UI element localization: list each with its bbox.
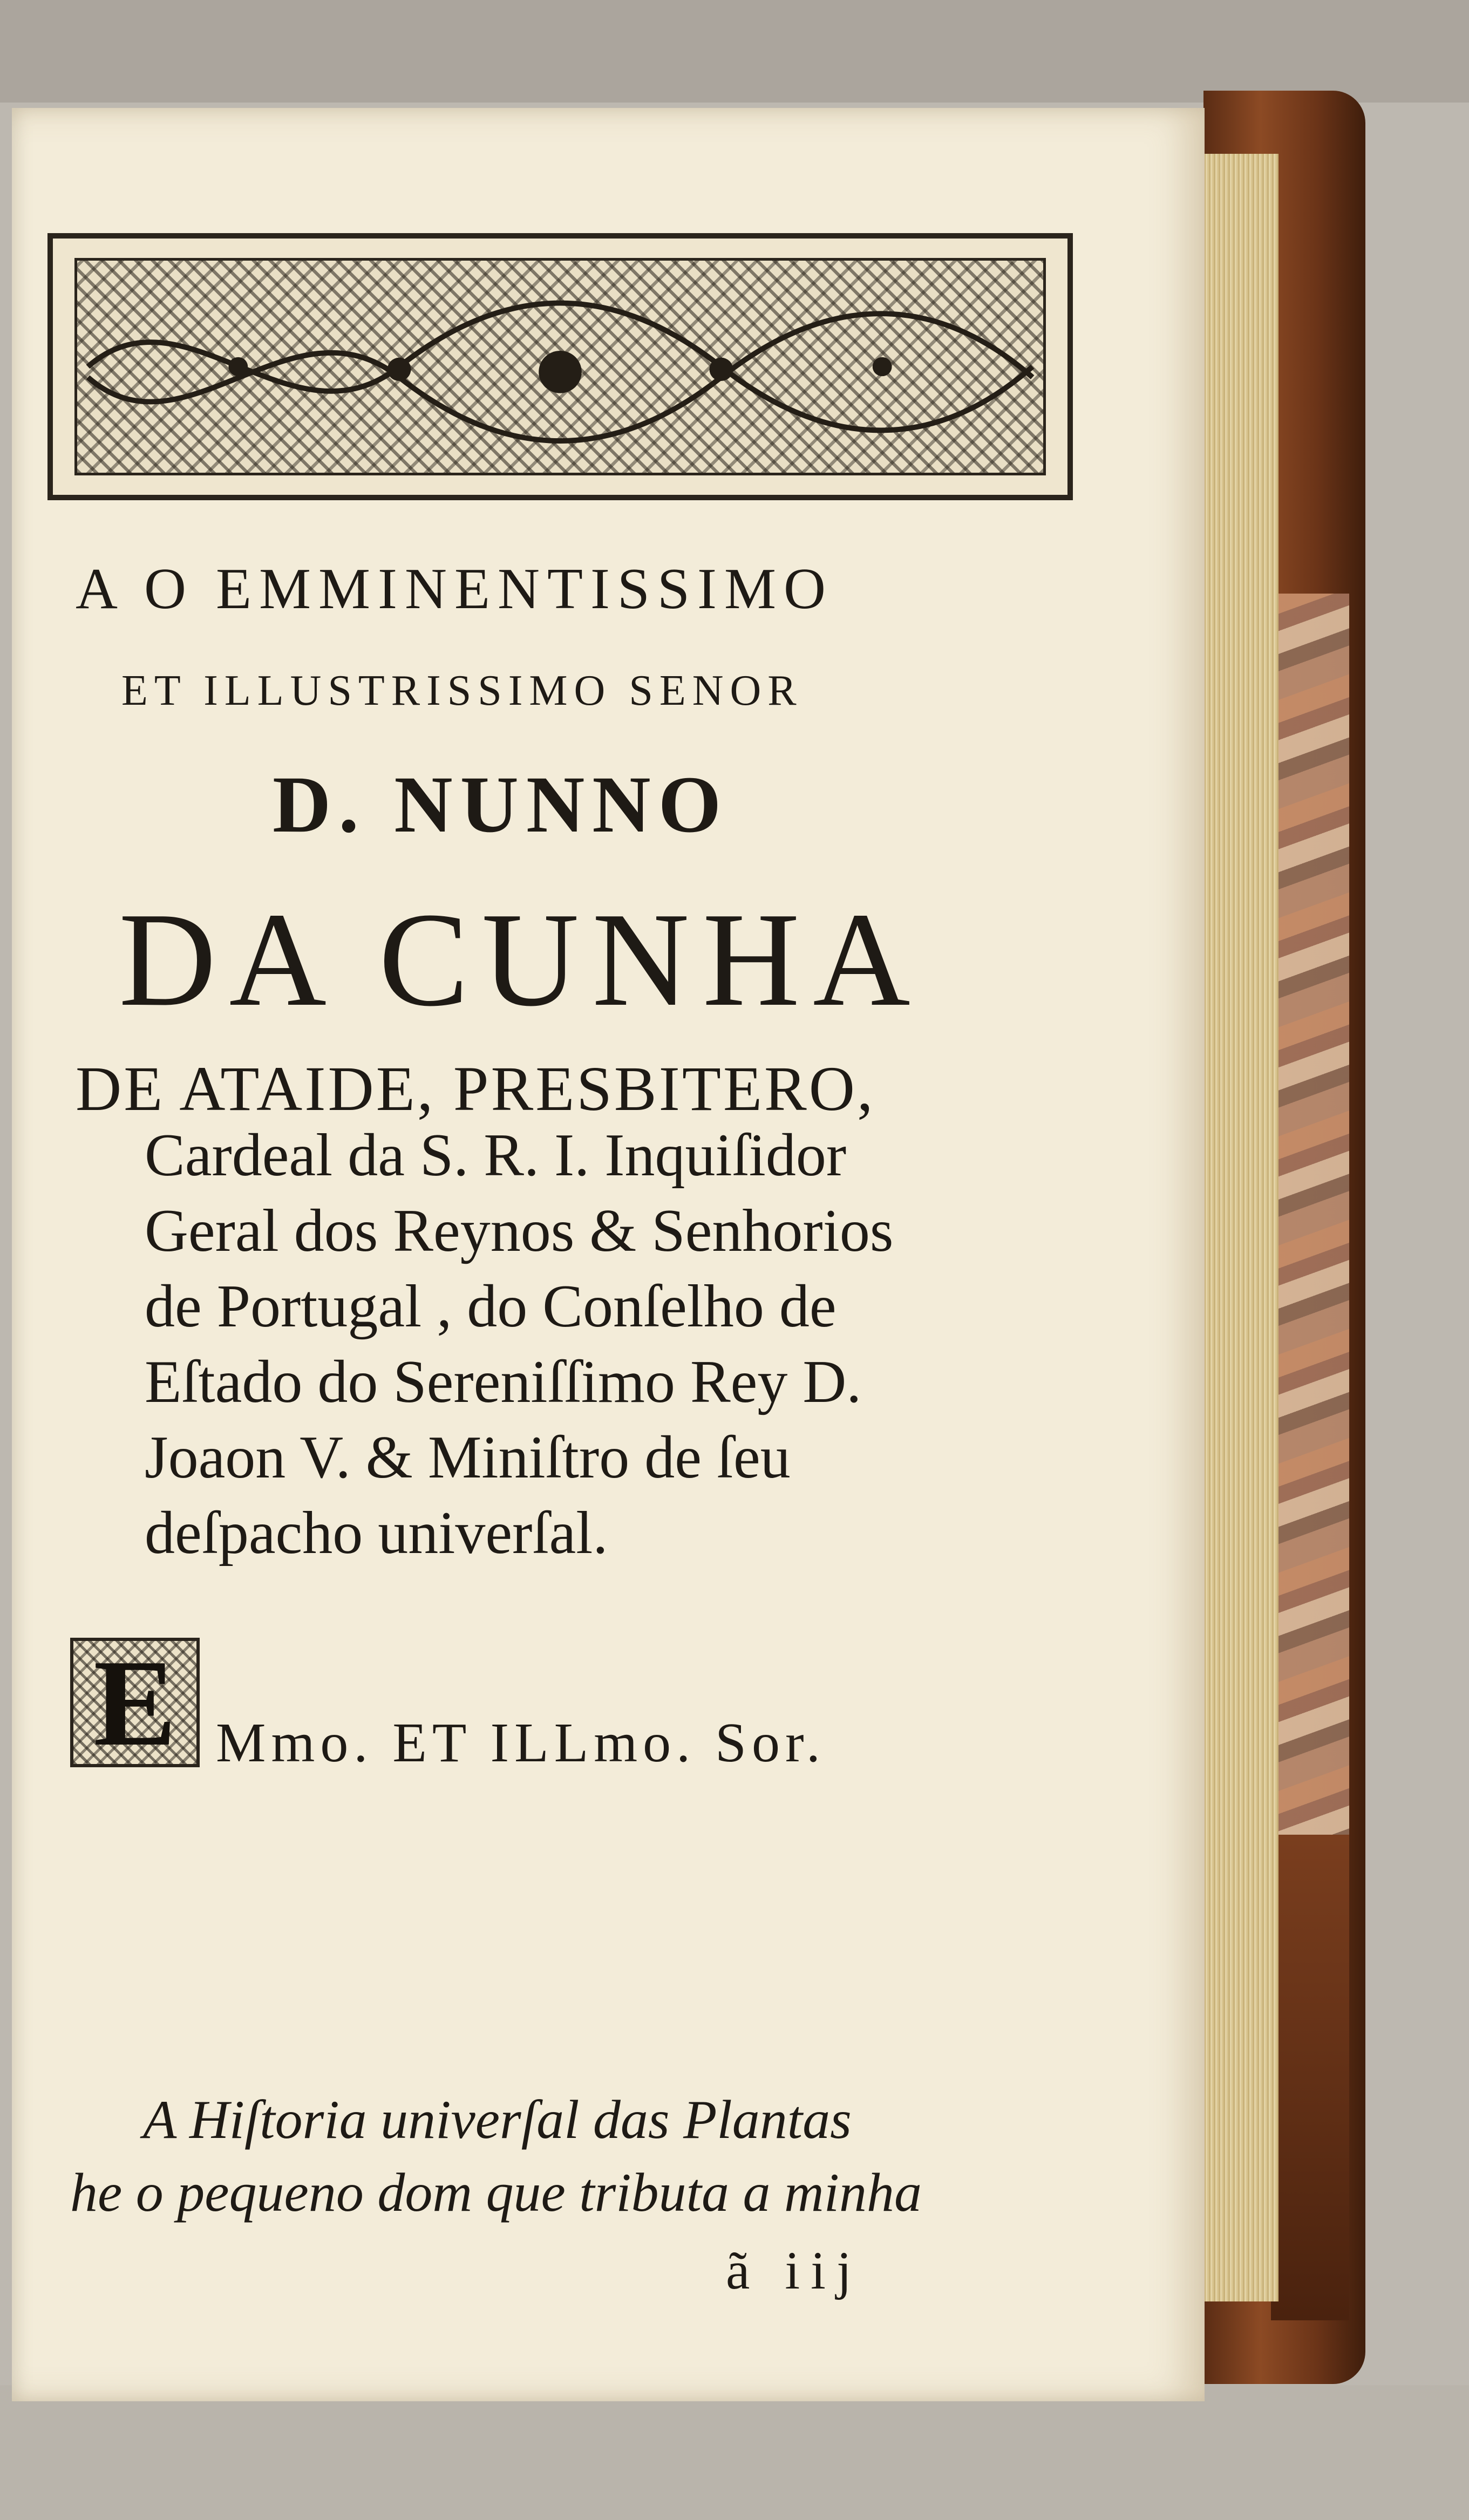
drop-cap: E (70, 1638, 200, 1767)
italic-line: he o pequeno dom que tributa a minha (70, 2162, 922, 2223)
backdrop-bottom (0, 2385, 1469, 2520)
title-line-2: ET ILLUSTRISSIMO SENOR (121, 667, 803, 714)
italic-line: A Hiſtoria univerſal das Plantas (143, 2089, 852, 2150)
ornamental-headpiece (47, 233, 1073, 500)
body-line: Cardeal da S. R. I. Inquiſidor (145, 1122, 847, 1189)
body-line: deſpacho univerſal. (145, 1500, 608, 1567)
body-line: Geral dos Reynos & Senhorios (145, 1197, 894, 1264)
page-fore-edge (1195, 154, 1278, 2301)
title-line-5: DE ATAIDE, PRESBITERO, (76, 1053, 875, 1124)
floral-ornament-icon (77, 261, 1043, 473)
body-line: Joaon V. & Miniſtro de ſeu (145, 1424, 791, 1491)
title-line-1: A O EMMINENTISSIMO (76, 557, 834, 621)
title-line-3: D. NUNNO (273, 760, 729, 849)
title-line-4: DA CUNHA (119, 885, 923, 1034)
body-line: Eſtado do Sereniſſimo Rey D. (145, 1348, 862, 1415)
signature-mark: ã iij (726, 2240, 862, 2300)
salutation: Mmo. ET ILLmo. Sor. (216, 1712, 826, 1774)
headpiece-floral-pattern (74, 258, 1046, 475)
marbled-cover-paper (1271, 594, 1349, 1835)
book-cover-corner (1271, 1835, 1349, 2320)
body-line: de Portugal , do Conſelho de (145, 1273, 836, 1340)
backdrop-top (0, 0, 1469, 103)
